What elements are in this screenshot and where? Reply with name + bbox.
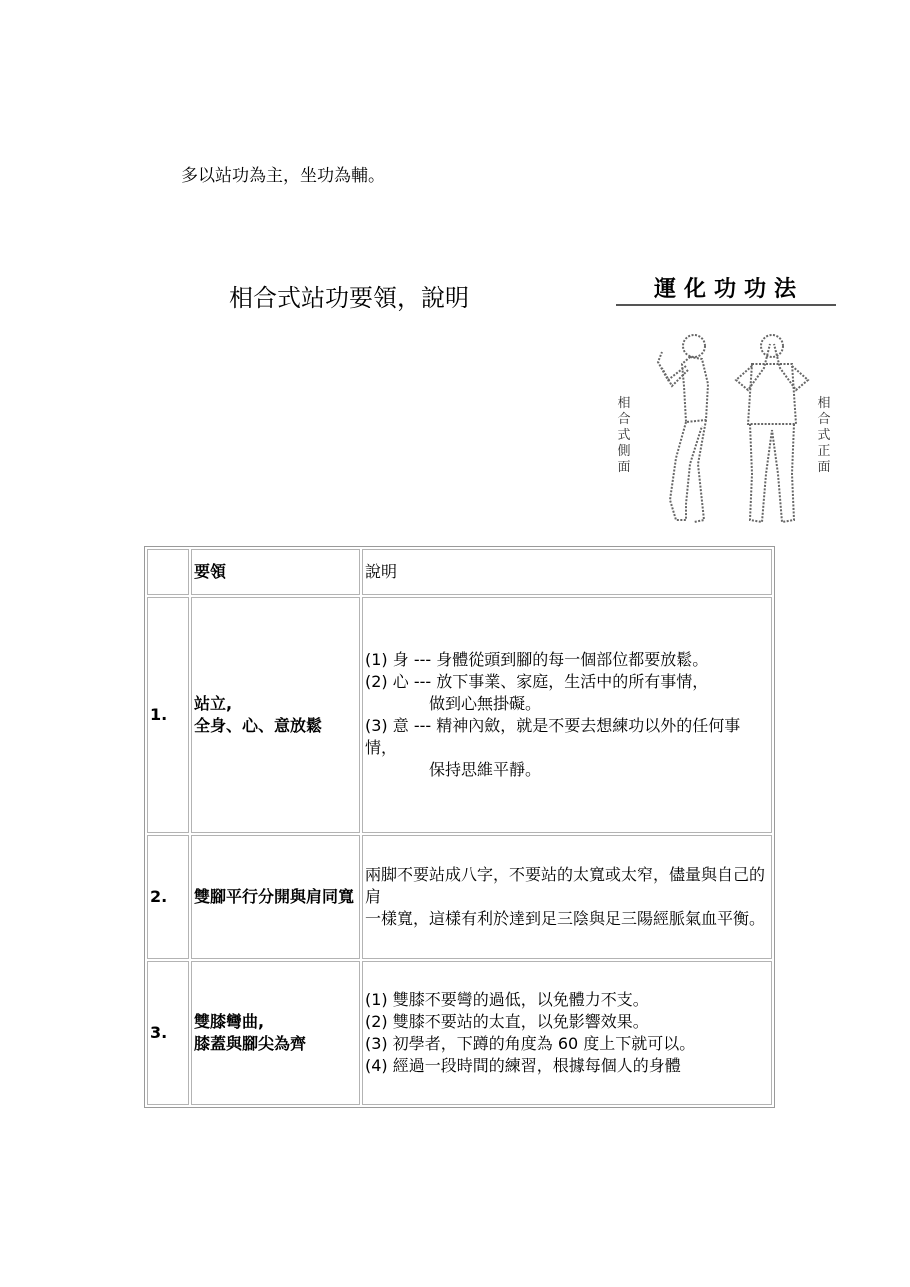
key-line: 膝蓋與腳尖為齊 [194, 1034, 307, 1053]
header-cell-description: 說明 [362, 549, 772, 595]
desc-line: (3) 意 --- 精神內斂，就是不要去想練功以外的任何事情， [365, 716, 741, 757]
figure-title-rule [616, 304, 836, 306]
front-view-figure [736, 335, 808, 522]
desc-line: (1) 雙膝不要彎的過低，以免體力不支。 [365, 990, 649, 1009]
desc-line: 一樣寬，這樣有利於達到足三陰與足三陽經脈氣血平衡。 [365, 909, 766, 928]
figure-title: 運化功功法 [654, 276, 805, 302]
desc-clip [365, 989, 769, 1077]
table-row [147, 961, 772, 1105]
row-number: 1. [147, 597, 189, 833]
intro-text: 多以站功為主，坐功為輔。 [181, 166, 385, 186]
desc-line: (2) 雙膝不要站的太直，以免影響效果。 [365, 1012, 649, 1031]
key-line: 雙膝彎曲, [194, 1012, 265, 1031]
row-description [362, 961, 772, 1105]
row-number: 3. [147, 961, 189, 1105]
desc-line: (2) 心 --- 放下事業、家庭，生活中的所有事情， [365, 672, 709, 691]
table-header-row [147, 549, 772, 595]
key-line: 全身、心、意放鬆 [194, 716, 323, 735]
key-line: 雙腳平行分開與肩同寬 [194, 887, 355, 906]
desc-line: 保持思維平靜。 [429, 760, 542, 779]
row-key-point [191, 961, 360, 1105]
figure-label-side: 相合式側面 [617, 396, 631, 475]
standing-figures-drawing [632, 324, 816, 536]
desc-line: 兩脚不要站成八字，不要站的太寬或太窄，儘量與自己的肩 [365, 865, 766, 906]
desc-line: (4) 經過一段時間的練習，根據每個人的身體 [365, 1056, 681, 1075]
desc-line: (1) 身 --- 身體從頭到腳的每一個部位都要放鬆。 [365, 650, 709, 669]
row-key-point [191, 597, 360, 833]
row-description [362, 835, 772, 959]
row-key-point [191, 835, 360, 959]
desc-line: 做到心無掛礙。 [429, 694, 542, 713]
table-row [147, 597, 772, 833]
key-line: 站立, [194, 694, 233, 713]
figure-label-front: 相合式正面 [817, 396, 831, 475]
row-number: 2. [147, 835, 189, 959]
desc-line: (3) 初學者，下蹲的角度為 60 度上下就可以。 [365, 1034, 696, 1053]
table-row [147, 835, 772, 959]
row-description [362, 597, 772, 833]
stance-guide-table [144, 546, 775, 1108]
side-view-figure [658, 335, 708, 522]
header-cell-number [147, 549, 189, 595]
page-heading: 相合式站功要領，說明 [229, 284, 469, 312]
stance-illustration [612, 272, 840, 540]
header-cell-key: 要領 [191, 549, 360, 595]
